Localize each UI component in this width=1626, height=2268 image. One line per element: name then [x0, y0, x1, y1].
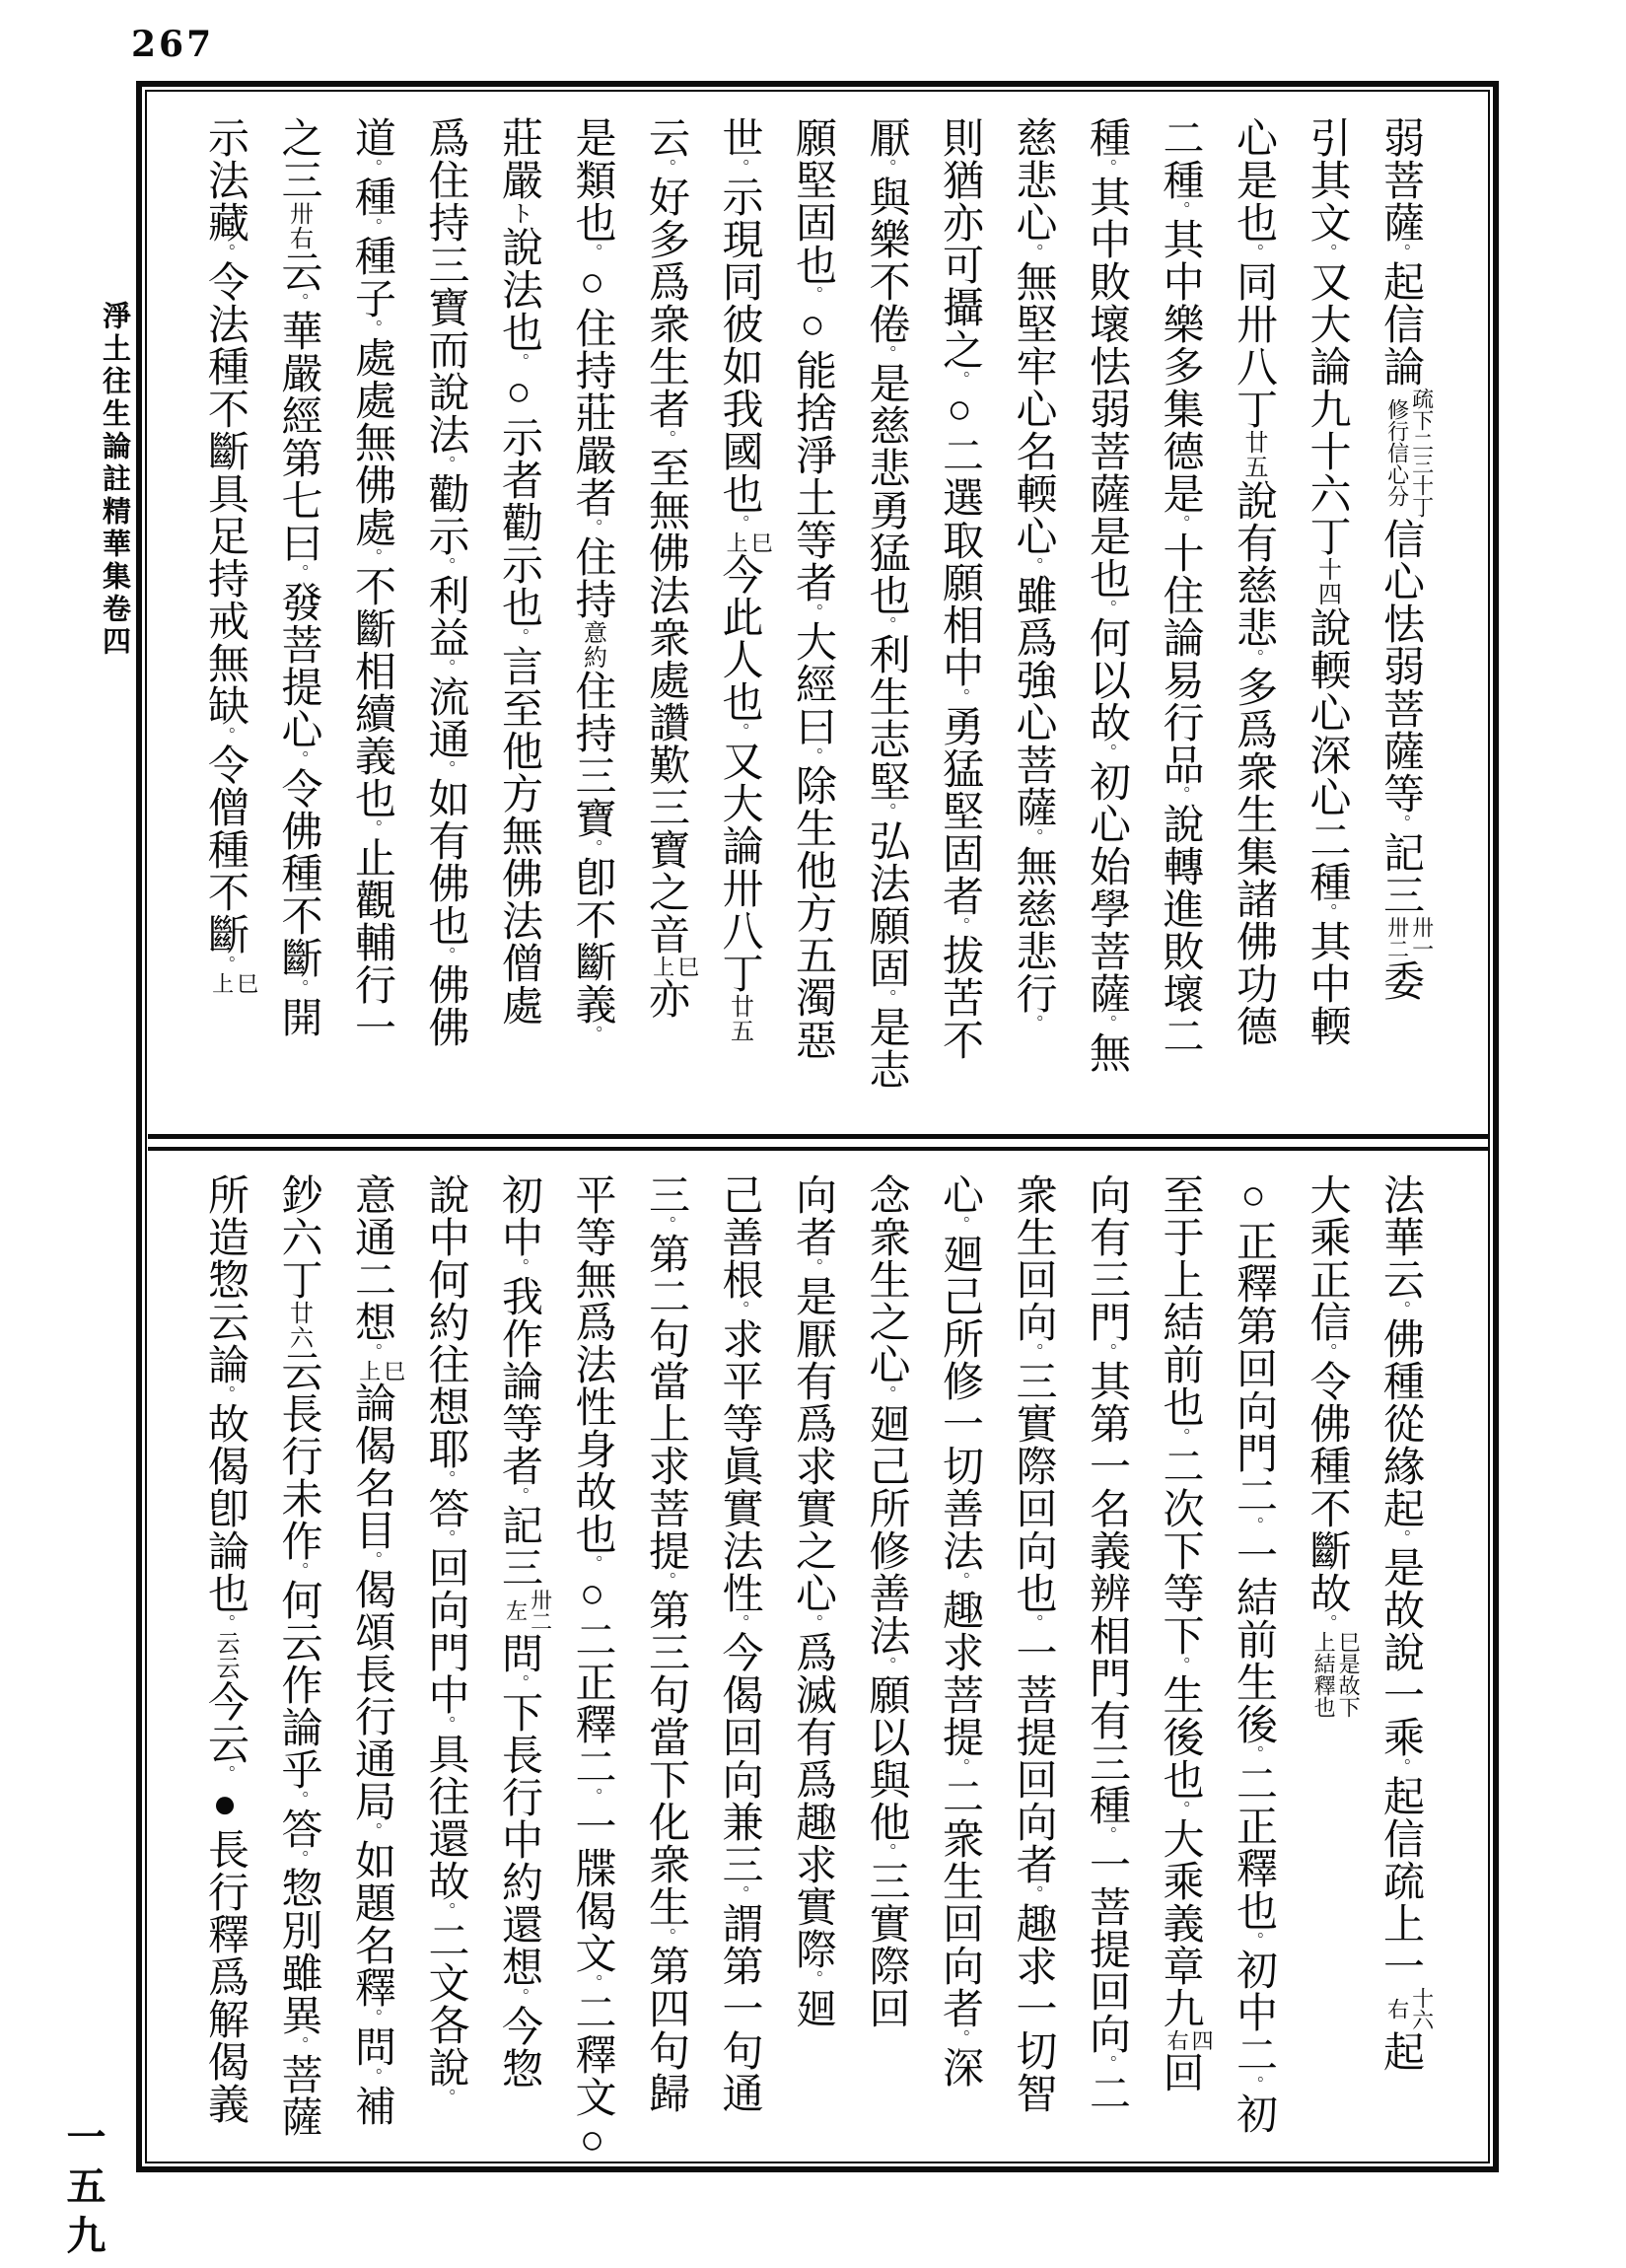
warichu-annotation: 巳 上 [356, 1360, 406, 1382]
text-column: 願堅固也。○能捨淨土等者。大經曰。除生他方五濁惡 [790, 116, 835, 1061]
text-column: 莊嚴ト說法也。○示者勸示也。言至他方無佛法僧處 [496, 116, 541, 1027]
text-column: 引其文。又大論九十六丁十四說輭心深心二種。其中輭 [1304, 116, 1350, 1047]
text-column: 厭。與樂不倦。是慈悲勇猛也。利生志堅。弘法願固。是志 [863, 116, 909, 1091]
text-column: 心是也。同卅八丁廿五說有慈悲。多爲衆生集諸佛功德 [1231, 116, 1276, 1047]
band-divider-rule [148, 1134, 1489, 1151]
text-column: 平等無爲法性身故也。○二正釋二。一牒偈文。二釋文○ [569, 1173, 615, 2164]
text-column: 三。第二句當上求菩提。第三句當下化衆生。第四句歸 [643, 1173, 688, 2114]
small-citation-note: 云云 [212, 1631, 238, 1680]
warichu-annotation: 巳 上 [1311, 1631, 1362, 1653]
small-citation-note: 卅右 [285, 201, 312, 250]
text-column: 念衆生之心。廻己所修善法。願以與他。三實際回 [863, 1173, 909, 2029]
text-column: 示法藏。令法種不斷具足持戒無缺。令僧種不斷。 巳 上 [202, 116, 259, 994]
text-column: 二種。其中樂多集德是。十住論易行品。說轉進敗壞二 [1157, 116, 1203, 1057]
warichu-annotation: 卅二 左 [503, 1589, 553, 1632]
text-column: 法華云。佛種從緣起。是故說一乘。起信疏上一 十六 右 起 [1378, 1173, 1435, 2073]
text-column: 說中何約往想耶。答。回向門中。具往還故。二文各說。 [422, 1173, 468, 2105]
text-column: 向者。是厭有爲求實之心。爲滅有爲趣求實際。廻 [790, 1173, 835, 2029]
warichu-annotation: 疏下二三十丁 修行信心分 [1384, 388, 1435, 518]
text-column: 心。廻己所修一切善法。趣求菩提。二衆生回向者。深 [937, 1173, 982, 2089]
text-column: 是類也。○住持莊嚴者。住持意約住持三寶。卽不斷義。 [569, 116, 615, 1042]
text-column: 至于上結前也。二次下等下。生後也。大乘義章九 四 右 回 [1157, 1173, 1215, 2093]
bottom-text-block [186, 1173, 1437, 2164]
top-text-block [186, 116, 1437, 1132]
text-column: 道。種。種子。處處無佛處。不斷相續義也。止觀輔行一 [349, 116, 394, 1048]
small-citation-note: 廿六 [285, 1301, 312, 1350]
kanji-page-number: 一五九 [61, 2116, 106, 2264]
warichu-annotation: 四 右 [1165, 2029, 1215, 2051]
text-column: 鈔六丁廿六云長行未作。何云作論乎。答。惣別雖異。菩薩 [275, 1173, 321, 2138]
warichu-annotation: 巳 上 [724, 532, 774, 553]
text-column: 弱菩薩。起信論 疏下二三十丁 修行信心分 信心怯弱菩薩等。記三 卅一 卅二 委 [1378, 116, 1435, 1002]
warichu-annotation: 卅一 卅二 [1384, 916, 1435, 959]
margin-title: 淨土往生論註精華集卷四 [99, 301, 130, 659]
warichu-annotation: 是故下 結釋也 [1311, 1653, 1362, 1718]
small-citation-note: 廿五 [726, 994, 752, 1043]
text-column: 向有三門。其第一名義辨相門有三種。一菩提回向。二 [1084, 1173, 1129, 2114]
text-column: 衆生回向。三實際回向也。一菩提回向者。趣求一切智 [1010, 1173, 1056, 2114]
text-column: 爲住持三寶而說法。勸示。利益。流通。如有佛也。佛佛 [422, 116, 468, 1048]
small-citation-note: 十四 [1313, 557, 1340, 606]
small-citation-note: 意約 [579, 620, 605, 670]
text-column: ○正釋第回向門二。一結前生後。二正釋也。初中二。初 [1231, 1173, 1276, 2135]
warichu-annotation: 巳 上 [209, 972, 259, 994]
text-column: 則猶亦可攝之。○二選取願相中。勇猛堅固者。拔苦不 [937, 116, 982, 1061]
warichu-annotation: 巳 上 [650, 956, 700, 977]
text-column: 之三卅右云。華嚴經第七曰。發菩提心。令佛種不斷。開 [275, 116, 321, 1038]
text-column: 己善根。求平等眞實法性。今偈回向兼三。謂第一句通 [716, 1173, 762, 2114]
text-column: 初中。我作論等者。記三 卅二 左 問。下長行中約還想。今惣 [496, 1173, 553, 2090]
folio-number: 267 [131, 24, 215, 65]
small-citation-note: 廿五 [1240, 430, 1266, 479]
text-column: 意通二想。 巳 上 論偈名目。偈頌長行通局。如題名釋。問。補 [349, 1173, 406, 2127]
text-column: 種。其中敗壞怯弱菩薩是也。何以故。初心始學菩薩。無 [1084, 116, 1129, 1074]
text-column: 慈悲心。無堅牢心名輭心。雖爲強心菩薩。無慈悲行。 [1010, 116, 1056, 1031]
warichu-annotation: 十六 右 [1384, 1987, 1435, 2030]
text-column: 所造惣云論。故偈卽論也。云云今云。●長行釋爲解偈義 [202, 1173, 247, 2125]
text-column: 云。好多爲衆生者。至無佛法衆處讚歎三寶之音 巳 上 亦 [643, 116, 700, 1020]
small-citation-note: ト [506, 201, 531, 226]
text-column: 世。示現同彼如我國也。 巳 上 今此人也。又大論卅八丁廿五 [716, 116, 774, 1043]
text-column: 大乘正信。令佛種不斷故。 巳 上 是故下 結釋也 [1304, 1173, 1362, 1718]
